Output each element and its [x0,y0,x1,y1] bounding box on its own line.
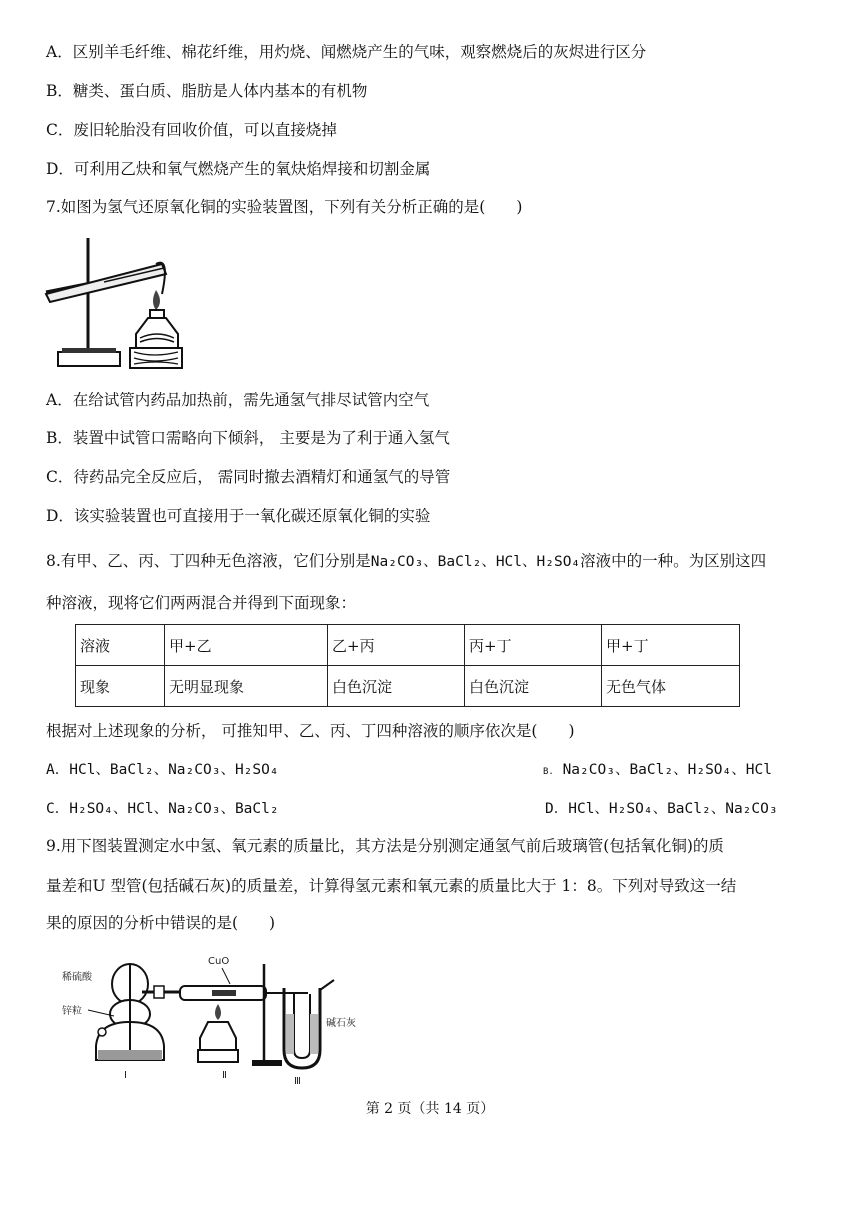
q8-option-d: D．HCl、H₂SO₄、BaCl₂、Na₂CO₃ [545,801,778,817]
q6-option-d: D．可利用乙炔和氧气燃烧产生的氧炔焰焊接和切割金属 [46,160,431,178]
table-cell: 甲+乙 [165,625,328,666]
label-part-three: Ⅲ [294,1076,301,1087]
q9-line1: 9.用下图装置测定水中氢、氧元素的质量比，其方法是分别测定通氢气前后玻璃管(包括氧化铜)的质 [46,837,724,855]
q7-option-d: D．该实验装置也可直接用于一氧化碳还原氧化铜的实验 [46,507,431,525]
page-footer: 第 2 页（共 14 页） [365,1101,495,1117]
q8-option-b [543,759,772,783]
table-cell: 无色气体 [602,666,740,707]
table-row [76,625,740,666]
table-row [76,666,740,707]
hydrogen-reduction-apparatus-figure [44,234,184,370]
q7-option-a: A．在给试管内药品加热前，需先通氢气排尽试管内空气 [46,391,430,409]
table-cell: 丙+丁 [465,625,602,666]
q8-stem-part-b: 溶液中的一种。为区别这四 [580,552,767,570]
q6-option-c: C．废旧轮胎没有回收价值，可以直接烧掉 [46,121,337,139]
q6-option-a: A．区别羊毛纤维、棉花纤维，用灼烧、闻燃烧产生的气味，观察燃烧后的灰烬进行区分 [46,43,647,61]
label-dilute-sulfuric-acid: 稀硫酸 [62,972,92,983]
q8-analysis: 根据对上述现象的分析， 可推知甲、乙、丙、丁四种溶液的顺序依次是( ) [46,722,575,740]
table-cell: 甲+丁 [602,625,740,666]
table-cell: 现象 [76,666,165,707]
q8-results-table [75,624,740,707]
label-part-two: Ⅱ [222,1070,227,1081]
q8-option-b-prefix: B. [543,767,554,777]
q6-option-b: B．糖类、蛋白质、脂肪是人体内基本的有机物 [46,82,368,100]
table-cell: 溶液 [76,625,165,666]
q8-stem-line2: 种溶液，现将它们两两混合并得到下面现象： [46,594,357,612]
q8-stem-line1 [46,550,766,573]
q8-stem-part-a: 8.有甲、乙、丙、丁四种无色溶液，它们分别是 [46,552,371,570]
label-cuo: CuO [208,956,230,967]
water-composition-apparatus-figure [58,950,378,1090]
table-cell: 乙+丙 [328,625,465,666]
q7-stem: 7.如图为氢气还原氧化铜的实验装置图，下列有关分析正确的是( ) [46,198,523,216]
q8-option-a: A．HCl、BaCl₂、Na₂CO₃、H₂SO₄ [46,762,279,778]
q8-option-b-text: Na₂CO₃、BaCl₂、H₂SO₄、HCl [562,762,772,778]
q7-option-b: B．装置中试管口需略向下倾斜， 主要是为了利于通入氢气 [46,429,450,447]
q9-line3: 果的原因的分析中错误的是( ) [46,914,276,932]
label-part-one: Ⅰ [124,1070,127,1081]
q9-line2: 量差和U 型管(包括碱石灰)的质量差，计算得氢元素和氧元素的质量比大于 1：8。下列对导致这一结 [46,877,737,895]
label-soda-lime: 碱石灰 [326,1018,356,1029]
q7-option-c: C．待药品完全反应后， 需同时撤去酒精灯和通氢气的导管 [46,468,451,486]
table-cell: 白色沉淀 [328,666,465,707]
table-cell: 无明显现象 [165,666,328,707]
label-zinc-granules: 锌粒 [62,1006,82,1017]
table-cell: 白色沉淀 [465,666,602,707]
q8-option-c: C．H₂SO₄、HCl、Na₂CO₃、BaCl₂ [46,801,279,817]
q8-stem-formulas: Na₂CO₃、BaCl₂、HCl、H₂SO₄ [370,554,581,570]
